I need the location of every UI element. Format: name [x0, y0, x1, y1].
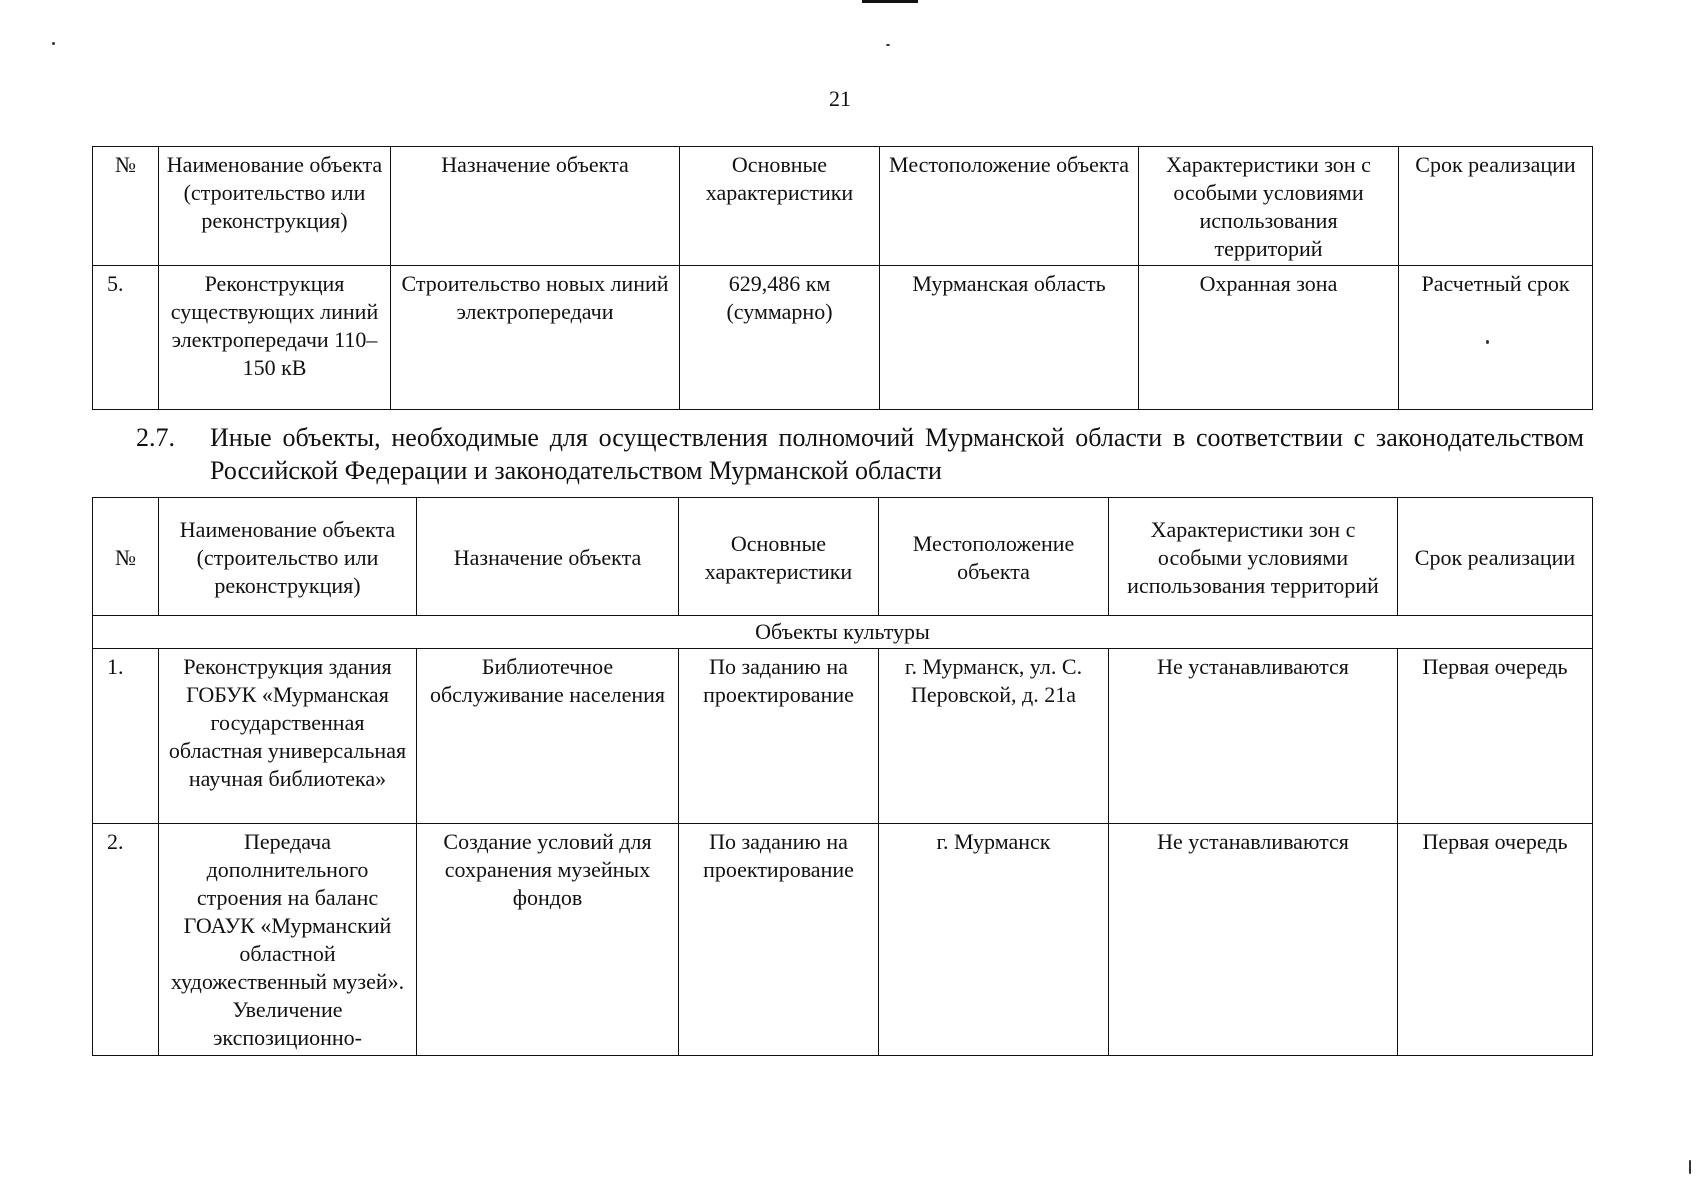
- column-header-purpose: Назначение объекта: [417, 498, 679, 616]
- object-name: Реконструкция здания ГОБУК «Мурманская государственная областная универсальная научная библиотека»: [159, 649, 417, 824]
- column-header-purpose: Назначение объекта: [391, 147, 680, 266]
- object-name: Передача дополнительного строения на баланс ГОАУК «Мурманский областной художественный музей». Увеличение экспозиционно-: [159, 824, 417, 1056]
- table-header-row: [93, 498, 1593, 616]
- section-heading: [136, 421, 1584, 487]
- row-number: 2.: [93, 824, 159, 1056]
- scan-speck: [1689, 1160, 1691, 1174]
- section-number: 2.7.: [136, 423, 175, 452]
- column-header-number: №: [93, 498, 159, 616]
- object-location: Мурманская область: [880, 266, 1139, 410]
- column-header-characteristics: Основные характеристики: [680, 147, 880, 266]
- column-header-term: Срок реализации: [1398, 498, 1593, 616]
- object-location: г. Мурманск, ул. С. Перовской, д. 21а: [879, 649, 1109, 824]
- group-title: Объекты культуры: [93, 616, 1593, 649]
- object-purpose: Строительство новых линий электропередачи: [391, 266, 680, 410]
- object-zones: Не устанавливаются: [1109, 649, 1398, 824]
- table-row: [93, 649, 1593, 824]
- object-location: г. Мурманск: [879, 824, 1109, 1056]
- scan-speck: [886, 44, 890, 46]
- row-number: 1.: [93, 649, 159, 824]
- object-characteristics: 629,486 км (суммарно): [680, 266, 880, 410]
- column-header-location: Местоположение объекта: [879, 498, 1109, 616]
- column-header-name: Наименование объекта (строительство или реконструкция): [159, 498, 417, 616]
- column-header-zones: Характеристики зон с особыми условиями использования территорий: [1139, 147, 1399, 266]
- object-zones: Не устанавливаются: [1109, 824, 1398, 1056]
- object-term: Первая очередь: [1398, 649, 1593, 824]
- column-header-number: №: [93, 147, 159, 266]
- top-scan-mark: [862, 0, 918, 3]
- object-term: Расчетный срок: [1399, 266, 1593, 410]
- row-number: 5.: [93, 266, 159, 410]
- column-header-location: Местоположение объекта: [880, 147, 1139, 266]
- table-group-row: [93, 616, 1593, 649]
- object-characteristics: По заданию на проектирование: [679, 649, 879, 824]
- page-number: 21: [829, 86, 851, 111]
- table-row: [93, 266, 1593, 410]
- object-zones: Охранная зона: [1139, 266, 1399, 410]
- table-header-row: [93, 147, 1593, 266]
- table-transmission-lines: [92, 146, 1593, 410]
- object-term: Первая очередь: [1398, 824, 1593, 1056]
- table-culture-objects: [92, 497, 1593, 1056]
- table-row: [93, 824, 1593, 1056]
- column-header-characteristics: Основные характеристики: [679, 498, 879, 616]
- column-header-name: Наименование объекта (строительство или реконструкция): [159, 147, 391, 266]
- column-header-zones: Характеристики зон с особыми условиями использования территорий: [1109, 498, 1398, 616]
- object-characteristics: По заданию на проектирование: [679, 824, 879, 1056]
- object-purpose: Создание условий для сохранения музейных фондов: [417, 824, 679, 1056]
- section-title: Иные объекты, необходимые для осуществления полномочий Мурманской области в соответствии с законодательством Российской Федерации и законодательством Мурманской области: [210, 423, 1584, 485]
- column-header-term: Срок реализации: [1399, 147, 1593, 266]
- object-name: Реконструкция существующих линий электропередачи 110–150 кВ: [159, 266, 391, 410]
- object-purpose: Библиотечное обслуживание населения: [417, 649, 679, 824]
- scan-speck: [52, 42, 55, 45]
